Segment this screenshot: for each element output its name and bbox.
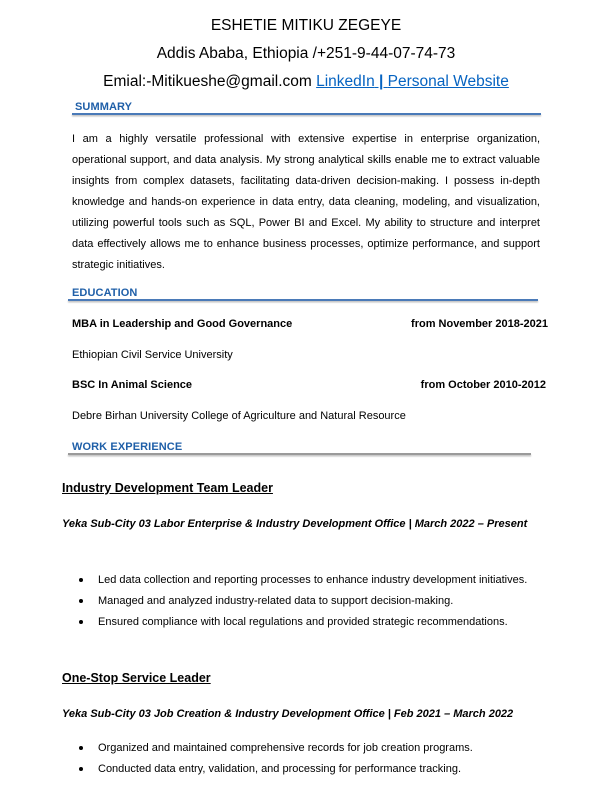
address-phone: Addis Ababa, Ethiopia /+251-9-44-07-74-73 <box>156 45 456 62</box>
institution-name: Ethiopian Civil Service University <box>72 349 233 361</box>
education-item <box>72 318 548 330</box>
job-bullets <box>62 570 550 633</box>
experience-heading: WORK EXPERIENCE <box>72 441 183 453</box>
degree-dates: from November 2018-2021 <box>411 318 548 330</box>
summary-heading: SUMMARY <box>75 101 133 113</box>
education-heading: EDUCATION <box>72 287 138 299</box>
education-rule <box>68 299 538 301</box>
job-organization: Yeka Sub-City 03 Labor Enterprise & Industry Development Office | March 2022 – Present <box>62 518 528 530</box>
candidate-name: ESHETIE MITIKU ZEGEYE <box>210 17 402 34</box>
list-item: Ensured compliance with local regulations and provided strategic recommendations. <box>62 612 550 633</box>
job-title: One-Stop Service Leader <box>62 671 211 685</box>
degree-dates: from October 2010-2012 <box>420 379 546 391</box>
list-item: Organized and maintained comprehensive records for job creation programs. <box>62 738 550 759</box>
education-item <box>72 379 546 391</box>
degree-title: MBA in Leadership and Good Governance <box>72 318 293 330</box>
summary-text: I am a highly versatile professional with extensive expertise in enterprise organization, operational support, and data analysis. My strong analytical skills enable me to extract valuable insights from complex datasets, facilitating data-driven decision-making. I possess in-depth knowledge and hands-on experience in data entry, data cleaning, modeling, and visualization, utilizing powerful tools such as SQL, Power BI and Excel. My ability to structure and interpret data effectively allows me to enhance business processes, optimize performance, and support strategic initiatives. <box>72 133 540 271</box>
list-item: Managed and analyzed industry-related data to support decision-making. <box>62 591 550 612</box>
job-organization: Yeka Sub-City 03 Job Creation & Industry Development Office | Feb 2021 – March 2022 <box>62 708 514 720</box>
list-item: Conducted data entry, validation, and processing for performance tracking. <box>62 759 550 780</box>
degree-title: BSC In Animal Science <box>72 379 193 391</box>
list-item: Led data collection and reporting processes to enhance industry development initiatives. <box>62 570 550 591</box>
institution-name: Debre Birhan University College of Agriculture and Natural Resource <box>72 410 406 422</box>
website-link[interactable]: Personal Website <box>387 73 509 90</box>
experience-rule <box>68 453 531 455</box>
job-bullets <box>62 738 550 780</box>
linkedin-link[interactable]: LinkedIn <box>316 73 375 90</box>
email-text: Emial:-Mitikueshe@gmail.com <box>103 73 317 90</box>
summary-rule <box>72 113 541 115</box>
job-title: Industry Development Team Leader <box>62 481 273 495</box>
contact-line <box>0 73 612 91</box>
link-separator: | <box>374 73 388 90</box>
